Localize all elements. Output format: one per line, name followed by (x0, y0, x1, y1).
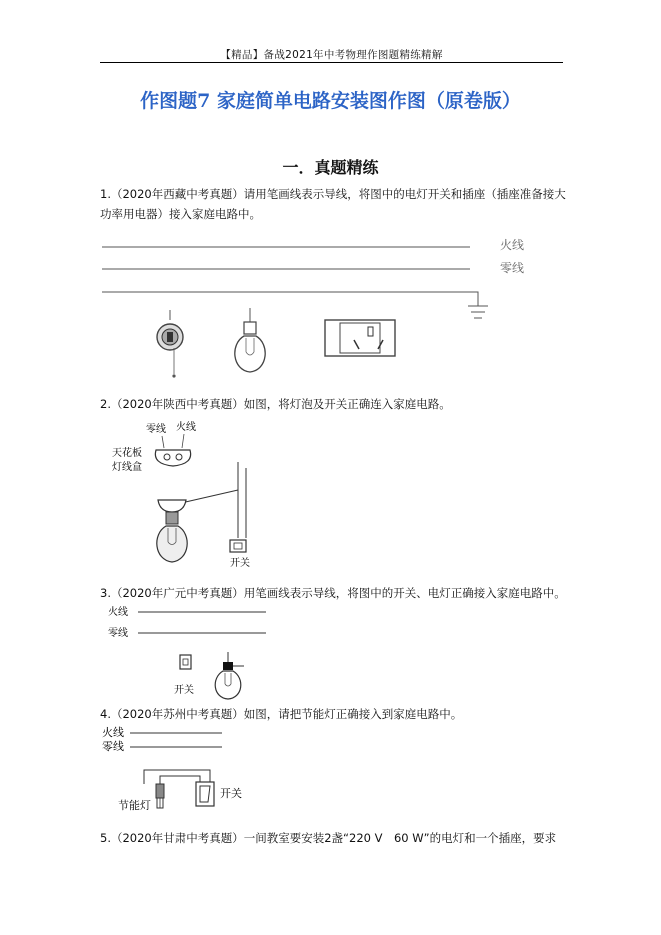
fig2-box-label-1: 天花板 (112, 448, 142, 459)
energy-saving-lamp-icon (156, 784, 164, 808)
ground-symbol (468, 306, 488, 318)
figure-4 (100, 724, 300, 824)
fig4-neutral-label: 零线 (102, 740, 124, 753)
fig4-lamp-label: 节能灯 (118, 799, 151, 812)
pull-switch-icon (157, 310, 183, 378)
lamp-holder-icon (157, 500, 187, 562)
page-header: 【精品】备战2021年中考物理作图题精练精解 (220, 49, 443, 61)
fig4-switch-label: 开关 (220, 787, 242, 800)
question-1: 1.（2020年西藏中考真题）请用笔画线表示导线，将图中的电灯开关和插座（插座准备接大功率用电器）接入家庭电路中。 (100, 187, 566, 221)
fig1-neutral-label: 零线 (500, 261, 525, 275)
question-4: 4.（2020年苏州中考真题）如图，请把节能灯正确接入到家庭电路中。 (100, 707, 463, 721)
switch-icon (180, 655, 191, 669)
fig1-live-label: 火线 (500, 238, 525, 252)
section-heading: 一．真题精练 (282, 158, 379, 177)
fig2-box-label-2: 灯线盒 (112, 462, 142, 473)
fig2-neutral-label: 零线 (146, 424, 166, 435)
switch-icon (230, 540, 246, 552)
light-bulb-icon (235, 308, 265, 372)
header-rule (100, 62, 563, 63)
figure-3 (100, 604, 300, 700)
light-bulb-icon (215, 652, 244, 699)
fig2-switch-label: 开关 (230, 558, 250, 569)
figure-2 (100, 416, 300, 576)
page-title: 作图题7 家庭简单电路安装图作图（原卷版） (140, 90, 521, 112)
fig3-neutral-label: 零线 (108, 628, 128, 639)
socket-icon (325, 320, 395, 356)
fig2-live-label: 火线 (176, 422, 196, 433)
question-5: 5.（2020年甘肃中考真题）一间教室要安装2盏“220 V 60 W”的电灯和一个插座，要求 (100, 831, 557, 845)
switch-icon (196, 782, 214, 806)
figure-1 (100, 232, 540, 362)
fig3-live-label: 火线 (108, 607, 128, 618)
question-3: 3.（2020年广元中考真题）用笔画线表示导线，将图中的开关、电灯正确接入家庭电路中。 (100, 586, 566, 600)
fig4-live-label: 火线 (102, 726, 124, 739)
ground-wire (102, 292, 478, 306)
fig3-switch-label: 开关 (174, 685, 194, 696)
ceiling-box-icon (155, 450, 190, 466)
question-2: 2.（2020年陕西中考真题）如图，将灯泡及开关正确连入家庭电路。 (100, 397, 451, 411)
